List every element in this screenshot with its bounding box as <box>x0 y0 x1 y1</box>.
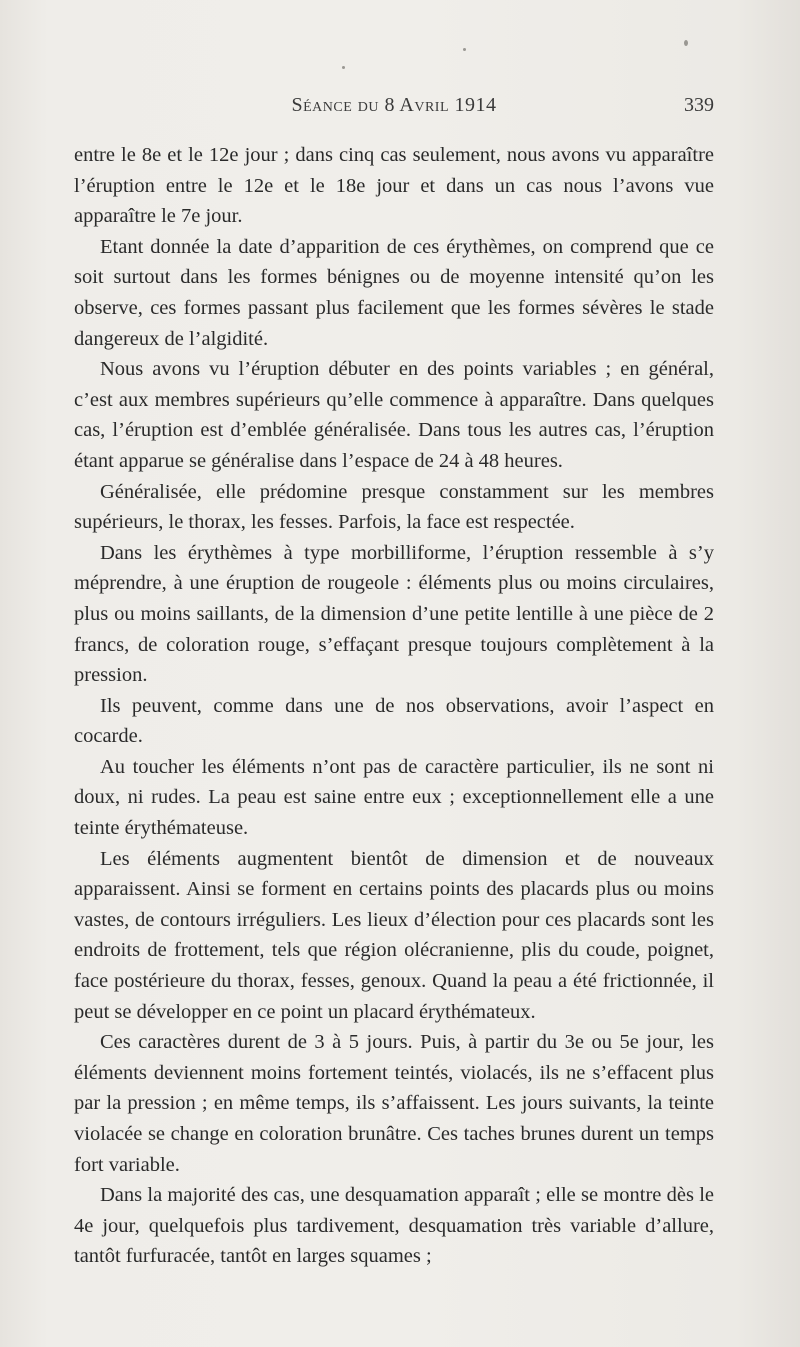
running-head <box>74 94 714 124</box>
paragraph: Ces caractères durent de 3 à 5 jours. Puis, à partir du 3e ou 5e jour, les éléments deviennent moins fortement teintés, violacés, ils ne s’effacent plus par la pression ; en même temps, ils s’affaissent. Les jours suivants, la teinte violacée se change en coloration brunâtre. Ces taches brunes durent un temps fort variable. <box>74 1031 714 1176</box>
body-text <box>74 140 714 1272</box>
print-speck <box>463 48 466 51</box>
print-speck <box>342 66 345 69</box>
paragraph: Etant donnée la date d’apparition de ces érythèmes, on comprend que ce soit surtout dans les formes bénignes ou de moyenne intensité qu’on les observe, ces formes passant plus facilement que les formes sévères le stade dangereux de l’algidité. <box>74 235 714 350</box>
paragraph: Nous avons vu l’éruption débuter en des points variables ; en général, c’est aux membres supérieurs qu’elle commence à apparaître. Dans quelques cas, l’éruption est d’emblée généralisée. Dans tous les autres cas, l’éruption étant apparue se généralise dans l’espace de 24 à 48 heures. <box>74 358 714 472</box>
paragraph: Généralisée, elle prédomine presque constamment sur les membres supérieurs, le thorax, les fesses. Parfois, la face est respectée. <box>74 480 714 534</box>
page-number: 339 <box>684 94 714 116</box>
paragraph: Dans les érythèmes à type morbilliforme, l’éruption ressemble à s’y méprendre, à une éruption de rougeole : éléments plus ou moins circulaires, plus ou moins saillants, de la dimension d’une petite lentille à une pièce de 2 francs, de coloration rouge, s’effaçant presque toujours complètement à la pression. <box>74 541 714 687</box>
paragraph: Ils peuvent, comme dans une de nos observations, avoir l’aspect en cocarde. <box>74 694 714 748</box>
paragraph: Au toucher les éléments n’ont pas de caractère particulier, ils ne sont ni doux, ni rudes. La peau est saine entre eux ; exceptionnellement elle a une teinte érythémateuse. <box>74 755 714 840</box>
paragraph: entre le 8e et le 12e jour ; dans cinq cas seulement, nous avons vu apparaître l’éruption entre le 12e et le 18e jour et dans un cas nous l’avons vue apparaître le 7e jour. <box>74 144 714 228</box>
print-speck <box>684 40 688 46</box>
paragraph: Les éléments augmentent bientôt de dimension et de nouveaux apparaissent. Ainsi se forment en certains points des placards plus ou moins vastes, de contours irréguliers. Les lieux d’élection pour ces placards sont les endroits de frottement, tels que région olécranienne, plis du coude, poignet, face postérieure du thorax, fesses, genoux. Quand la peau a été frictionnée, il peut se développer en ce point un placard érythémateux. <box>74 847 714 1023</box>
running-title: Séance du 8 Avril 1914 <box>291 94 497 116</box>
paragraph: Dans la majorité des cas, une desquamation apparaît ; elle se montre dès le 4e jour, quelquefois plus tardivement, desquamation très variable d’allure, tantôt furfuracée, tantôt en larges squames ; <box>74 1184 714 1268</box>
